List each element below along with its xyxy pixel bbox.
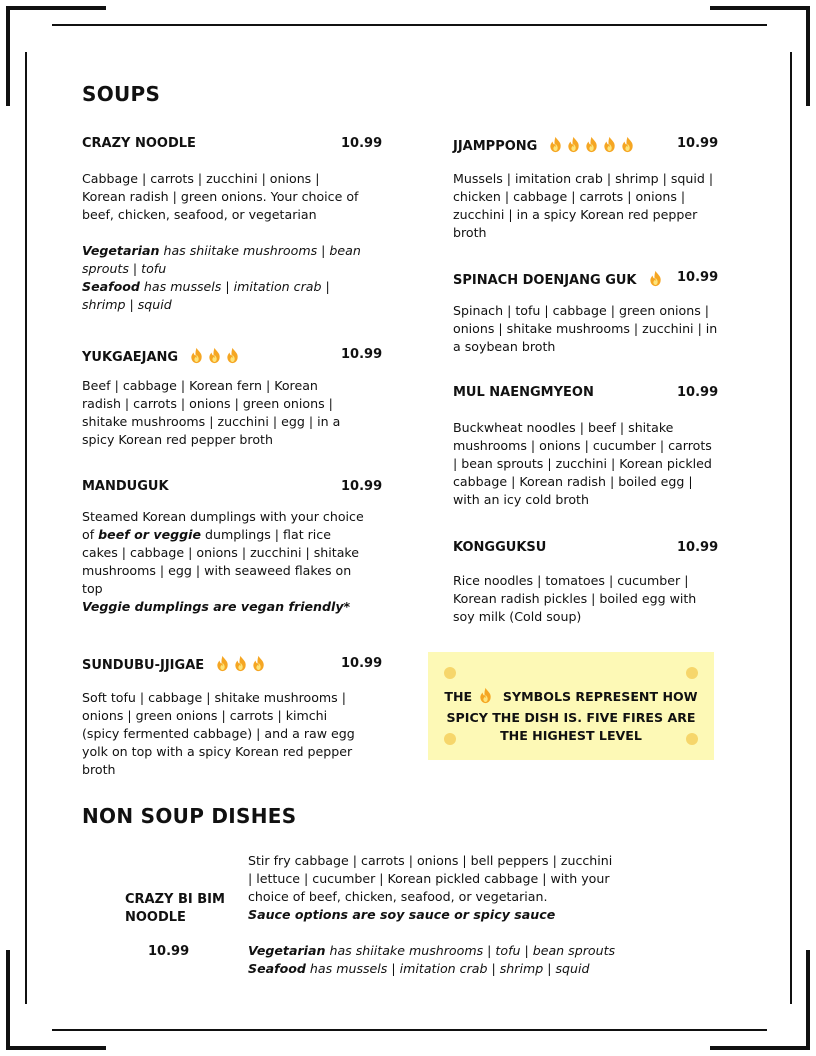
item-name <box>82 347 242 368</box>
fire-icon <box>547 136 564 153</box>
fire-icon <box>619 136 636 153</box>
seafood-text: has mussels | imitation crab | shrimp | squid <box>82 279 330 312</box>
item-name-text: JJAMPPONG <box>453 139 538 154</box>
spice-legend-note <box>428 652 714 760</box>
vegan-note: Veggie dumplings are vegan friendly* <box>82 599 351 614</box>
spice-level <box>547 136 637 157</box>
item-price: 10.99 <box>677 385 719 400</box>
corner-bl-h <box>6 1046 106 1050</box>
item-name: MUL NAENGMYEON <box>453 385 594 400</box>
item-desc: Mussels | imitation crab | shrimp | squid | chicken | cabbage | carrots | onions | zucchini | in a spicy Korean red pepper broth <box>453 171 714 240</box>
spice-legend-text <box>428 687 714 745</box>
item-name: CRAZY NOODLE <box>82 136 196 151</box>
item-desc: Rice noodles | tomatoes | cucumber | Korean radish pickles | boiled egg with soy milk (Cold soup) <box>453 573 697 624</box>
section-title-non-soup: NON SOUP DISHES <box>82 804 297 828</box>
seafood-text: has mussels | imitation crab | shrimp | squid <box>305 961 590 976</box>
spice-level <box>477 687 495 709</box>
item-price: 10.99 <box>677 270 719 285</box>
item-options <box>248 942 648 978</box>
fire-icon <box>647 270 664 287</box>
decor-dot <box>444 667 456 679</box>
fire-icon <box>206 347 223 364</box>
fire-icon <box>224 347 241 364</box>
fire-icon <box>188 347 205 364</box>
seafood-label: Seafood <box>248 961 306 976</box>
frame-line-top <box>52 24 767 26</box>
corner-tl-h <box>6 6 106 10</box>
legend-text: SYMBOLS REPRESENT HOW SPICY THE DISH IS. FIVE FIRES ARE THE HIGHEST LEVEL <box>446 689 698 743</box>
item-name: KONGGUKSU <box>453 540 547 555</box>
desc-text: dumplings | flat rice cakes | cabbage | onions | zucchini | shitake mushrooms | egg | with seaweed flakes on top <box>82 527 360 596</box>
frame-line-right <box>790 52 792 1004</box>
item-name: CRAZY BI BIM NOODLE <box>125 892 225 925</box>
item-name <box>82 655 268 676</box>
item-name: MANDUGUK <box>82 479 169 494</box>
fire-icon <box>565 136 582 153</box>
sauce-note: Sauce options are soy sauce or spicy sauce <box>248 907 556 922</box>
item-name <box>453 136 637 157</box>
corner-bl-v <box>6 950 10 1050</box>
item-desc: Beef | cabbage | Korean fern | Korean radish | carrots | onions | green onions | shitake mushrooms | zucchini | egg | in a spicy Korean red pepper broth <box>82 378 341 447</box>
item-desc: Buckwheat noodles | beef | shitake mushrooms | onions | cucumber | carrots | bean sprouts | zucchini | Korean pickled cabbage | Korean radish | boiled egg | with an icy cold broth <box>453 420 712 507</box>
item-desc: Soft tofu | cabbage | shitake mushrooms | onions | green onions | carrots | kimchi (spicy fermented cabbage) | and a raw egg yolk on top with a spicy Korean red pepper broth <box>82 690 355 777</box>
veg-text: has shiitake mushrooms | tofu | bean sprouts <box>325 943 616 958</box>
item-price: 10.99 <box>677 540 719 555</box>
fire-icon <box>583 136 600 153</box>
frame-line-left <box>25 52 27 1004</box>
item-price: 10.99 <box>341 479 383 494</box>
section-title-soups: SOUPS <box>82 82 161 106</box>
legend-text: THE <box>444 689 477 704</box>
veg-text: has shiitake mushrooms | bean sprouts | tofu <box>82 243 361 276</box>
item-name-text: YUKGAEJANG <box>82 350 179 365</box>
item-price: 10.99 <box>341 656 383 671</box>
corner-br-h <box>710 1046 810 1050</box>
item-price: 10.99 <box>341 136 383 151</box>
desc-text: Steamed Korean dumplings with your choice of <box>82 509 364 542</box>
item-price: 10.99 <box>148 944 190 959</box>
fire-icon <box>601 136 618 153</box>
fire-icon <box>232 655 249 672</box>
item-options <box>82 242 372 314</box>
frame-line-bottom <box>52 1029 767 1031</box>
item-name-text: SUNDUBU-JJIGAE <box>82 658 205 673</box>
item-desc <box>82 508 367 616</box>
spice-level <box>214 655 268 676</box>
corner-br-v <box>806 950 810 1050</box>
spice-level <box>188 347 242 368</box>
item-name <box>453 270 665 291</box>
decor-dot <box>686 667 698 679</box>
fire-icon <box>477 687 494 704</box>
veg-label: Vegetarian <box>82 243 160 258</box>
veg-label: Vegetarian <box>248 943 326 958</box>
desc-emphasis: beef or veggie <box>98 527 202 542</box>
item-name-text: SPINACH DOENJANG GUK <box>453 273 637 288</box>
item-desc: Cabbage | carrots | zucchini | onions | Korean radish | green onions. Your choice of beef, chicken, seafood, or vegetarian <box>82 171 359 222</box>
corner-tl-v <box>6 6 10 106</box>
item-price: 10.99 <box>677 136 719 151</box>
corner-tr-v <box>806 6 810 106</box>
item-price: 10.99 <box>341 347 383 362</box>
fire-icon <box>214 655 231 672</box>
item-desc <box>248 852 613 924</box>
desc-text: Stir fry cabbage | carrots | onions | bell peppers | zucchini | lettuce | cucumber | Korean pickled cabbage | with your choice of beef, chicken, seafood, or vegetarian. <box>248 853 613 904</box>
fire-icon <box>250 655 267 672</box>
item-desc: Spinach | tofu | cabbage | green onions | onions | shitake mushrooms | zucchini | in a soybean broth <box>453 303 718 354</box>
corner-tr-h <box>710 6 810 10</box>
spice-level <box>647 270 665 291</box>
seafood-label: Seafood <box>82 279 140 294</box>
